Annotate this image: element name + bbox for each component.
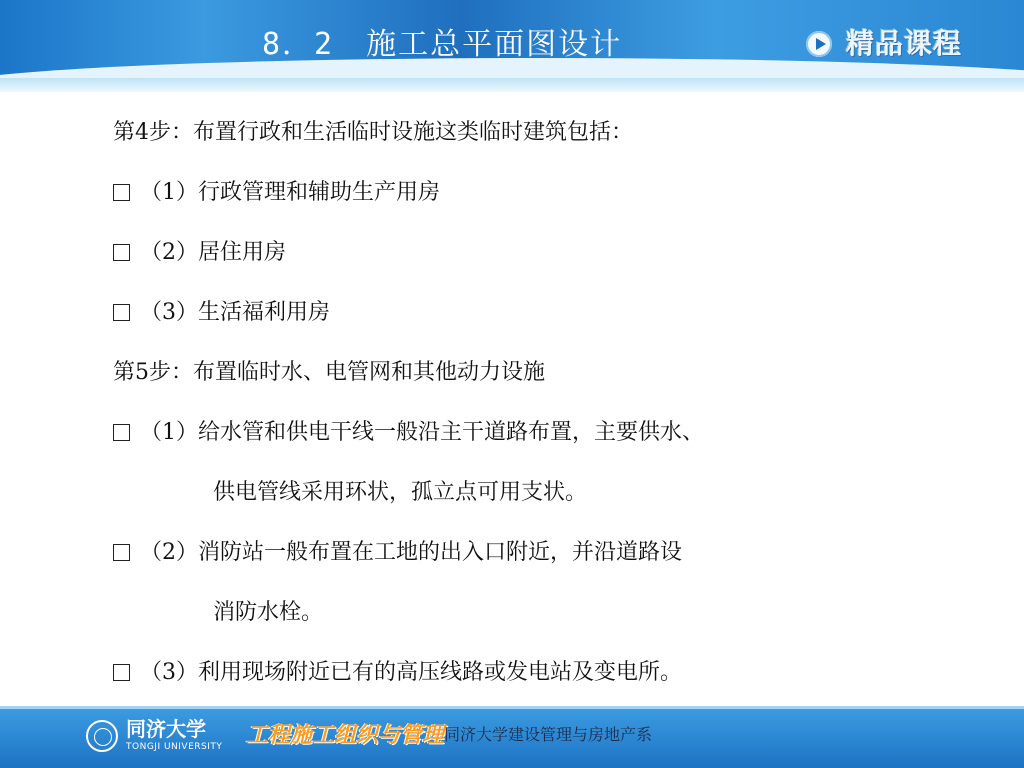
line-text: （2）居住用房 <box>140 240 286 265</box>
bullet-item <box>113 178 973 208</box>
slide-content <box>113 118 973 718</box>
line-text: 第4步：布置行政和生活临时设施这类临时建筑包括： <box>113 120 633 145</box>
line-text: （1）行政管理和辅助生产用房 <box>140 180 440 205</box>
header-banner <box>0 0 1024 92</box>
bullet-item <box>113 238 973 268</box>
line-text: 供电管线采用环状，孤立点可用支状。 <box>213 480 588 505</box>
footer-banner <box>0 706 1024 768</box>
step-heading <box>113 358 973 388</box>
line-text: （2）消防站一般布置在工地的出入口附近，并沿道路设 <box>140 540 682 565</box>
line-text: 第5步：布置临时水、电管网和其他动力设施 <box>113 360 545 385</box>
line-text: （3）利用现场附近已有的高压线路或发电站及变电所。 <box>140 660 682 685</box>
line-text: （3）生活福利用房 <box>140 300 330 325</box>
checkbox-bullet-icon <box>113 664 130 681</box>
checkbox-bullet-icon <box>113 184 130 201</box>
line-text: 消防水栓。 <box>213 600 324 625</box>
bullet-continuation <box>113 598 973 628</box>
course-name: 工程施工组织与管理 <box>246 723 445 748</box>
bullet-item <box>113 418 973 448</box>
department-name: 同济大学建设管理与房地产系 <box>444 725 653 744</box>
bullet-item <box>113 658 973 688</box>
bullet-item <box>113 538 973 568</box>
university-name-cn: 同济大学 <box>126 717 206 741</box>
bullet-continuation <box>113 478 973 508</box>
play-icon <box>806 31 832 57</box>
header-stripe <box>0 78 1024 92</box>
checkbox-bullet-icon <box>113 424 130 441</box>
checkbox-bullet-icon <box>113 544 130 561</box>
checkbox-bullet-icon <box>113 244 130 261</box>
step-heading <box>113 118 973 148</box>
footer-divider <box>0 706 1024 709</box>
university-seal-icon <box>86 720 118 752</box>
slide-title: 8．2 施工总平面图设计 <box>262 27 623 62</box>
line-text: （1）给水管和供电干线一般沿主干道路布置，主要供水、 <box>140 420 704 445</box>
bullet-item <box>113 298 973 328</box>
quality-course-badge: 精品课程 <box>846 27 963 60</box>
university-name-en: TONGJI UNIVERSITY <box>126 742 223 752</box>
checkbox-bullet-icon <box>113 304 130 321</box>
